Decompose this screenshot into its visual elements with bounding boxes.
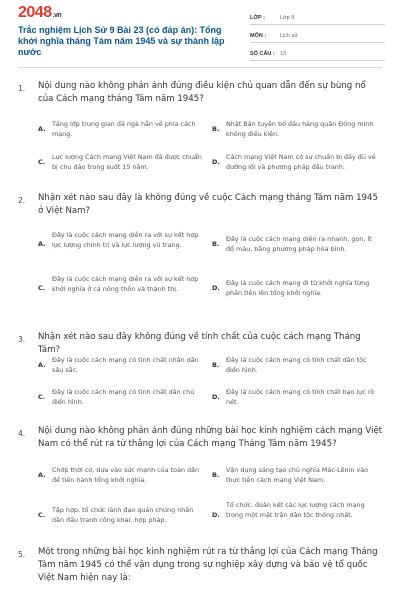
meta-value: Lịch sử bbox=[280, 33, 299, 39]
question-number: 5. bbox=[18, 550, 26, 559]
option-letter: A. bbox=[38, 240, 46, 248]
option-letter: D. bbox=[212, 158, 220, 166]
question-text: Nhận xét nào sau đây không đúng về tính chất của cuộc cách mạng Tháng Tám? bbox=[38, 332, 361, 355]
question-text: Nhận xét nào sau đây là không đúng về cuộc Cách mạng tháng Tám năm 1945 ở Việt Nam? bbox=[38, 193, 378, 216]
logo-text: 2048 bbox=[18, 4, 52, 21]
question-number: 2. bbox=[18, 196, 26, 205]
question-text: Nội dung nào không phản ánh đúng những bài học kinh nghiệm cách mạng Việt Nam có thể rút ra từ thắng lợi của Cách mạng Tháng Tám năm 1945? bbox=[38, 426, 383, 449]
option-text: Vận dụng sáng tạo chủ nghĩa Mác-Lênin vào thực tiễn cách mạng Việt Nam. bbox=[226, 466, 369, 484]
option-letter: C. bbox=[38, 393, 46, 401]
option-text: Cách mạng Việt Nam có sự chuẩn bị đầy đủ về đường lối và phương pháp đấu tranh. bbox=[226, 153, 376, 171]
meta-label: SỐ CÂU : bbox=[250, 51, 275, 57]
question-number: 3. bbox=[18, 335, 26, 344]
question-text: Một trong những bài học kinh nghiệm rút ra từ thắng lợi của Cách mạng Tháng Tám năm 1945 có thể vận dụng trong sự nghiệp xây dựng và bảo vệ tổ quốc Việt Nam hiện nay là: bbox=[38, 547, 378, 583]
option-letter: D. bbox=[212, 511, 220, 519]
option-letter: B. bbox=[212, 240, 220, 248]
divider bbox=[18, 67, 382, 68]
meta-value: 13 bbox=[280, 51, 287, 57]
option-letter: A. bbox=[38, 471, 46, 479]
option-text: Tổ chức, đoàn kết các lực lượng cách mạng trong một mặt trận dân tộc thống nhất. bbox=[226, 501, 365, 519]
option-letter: D. bbox=[212, 284, 220, 292]
option-letter: C. bbox=[38, 158, 46, 166]
option-letter: A. bbox=[38, 125, 46, 133]
meta-value: Lớp 9 bbox=[280, 15, 295, 21]
option-letter: C. bbox=[38, 284, 46, 292]
meta-label: MÔN : bbox=[250, 33, 267, 39]
option-text: Đây là cuộc cách mạng đi từ khởi nghĩa từng phần tiến lên tổng khởi nghĩa. bbox=[226, 279, 370, 297]
meta-row-count bbox=[250, 43, 385, 61]
meta-label: LỚP : bbox=[250, 15, 265, 21]
option-text: Nhật Bản tuyên bố đầu hàng quân Đồng minh không điều kiện. bbox=[226, 120, 374, 138]
page-title: Trắc nghiệm Lịch Sử 9 Bài 23 (có đáp án): Tổng khởi nghĩa tháng Tám năm 1945 và sự thành lập nước bbox=[18, 25, 225, 57]
option-letter: C. bbox=[38, 511, 46, 519]
meta-row-grade bbox=[250, 7, 385, 25]
option-text: Đây là cuộc cách mạng có tính chất dân chủ điển hình. bbox=[52, 388, 195, 406]
option-text: Đây là cuộc cách mạng diễn ra với sự kết hợp khởi nghĩa ở cả nông thôn và thành thị. bbox=[52, 275, 199, 293]
option-text: Đây là cuộc cách mạng có tính chất nhân dân sâu sắc. bbox=[52, 356, 199, 374]
header bbox=[0, 0, 400, 66]
question-number: 1. bbox=[18, 84, 26, 93]
option-text: Đây là cuộc cách mạng có tính chất dân tộc điển hình. bbox=[226, 356, 367, 374]
option-text: Đây là cuộc cách mạng có tính chất bạo lực rõ nét. bbox=[226, 388, 375, 406]
option-text: Tầng lớp trung gian đã ngả hẳn về phía cách mạng. bbox=[52, 120, 196, 138]
meta-row-subject bbox=[250, 25, 385, 43]
option-text: Tập hợp, tổ chức lãnh đạo quần chúng nhân dân đấu tranh công khai, hợp pháp. bbox=[52, 506, 194, 524]
logo-suffix: .vn bbox=[52, 12, 62, 19]
option-letter: B. bbox=[212, 125, 220, 133]
site-logo[interactable] bbox=[18, 4, 61, 22]
option-letter: B. bbox=[212, 471, 220, 479]
option-text: Chớp thời cơ, dựa vào sức mạnh của toàn dân để tiến hành tổng khởi nghĩa. bbox=[52, 466, 200, 484]
option-letter: D. bbox=[212, 393, 220, 401]
option-text: Đây là cuộc cách mạng diễn ra nhanh, gọn, ít đổ máu, bằng phương pháp hòa bình. bbox=[226, 235, 372, 253]
option-letter: B. bbox=[212, 361, 220, 369]
question-number: 4. bbox=[18, 429, 26, 438]
option-text: Đây là cuộc cách mạng diễn ra với sự kết hợp lực lượng chính trị và lực lượng vũ trang. bbox=[52, 231, 199, 249]
question-text: Nội dung nào không phản ánh đúng điều kiện chủ quan dẫn đến sự bùng nổ của Cách mạng tháng Tám năm 1945? bbox=[38, 81, 366, 104]
meta-info bbox=[250, 7, 385, 61]
option-text: Lực lượng Cách mạng Việt Nam đã được chuẩn bị chu đáo trong suốt 15 năm. bbox=[52, 153, 202, 171]
option-letter: A. bbox=[38, 361, 46, 369]
